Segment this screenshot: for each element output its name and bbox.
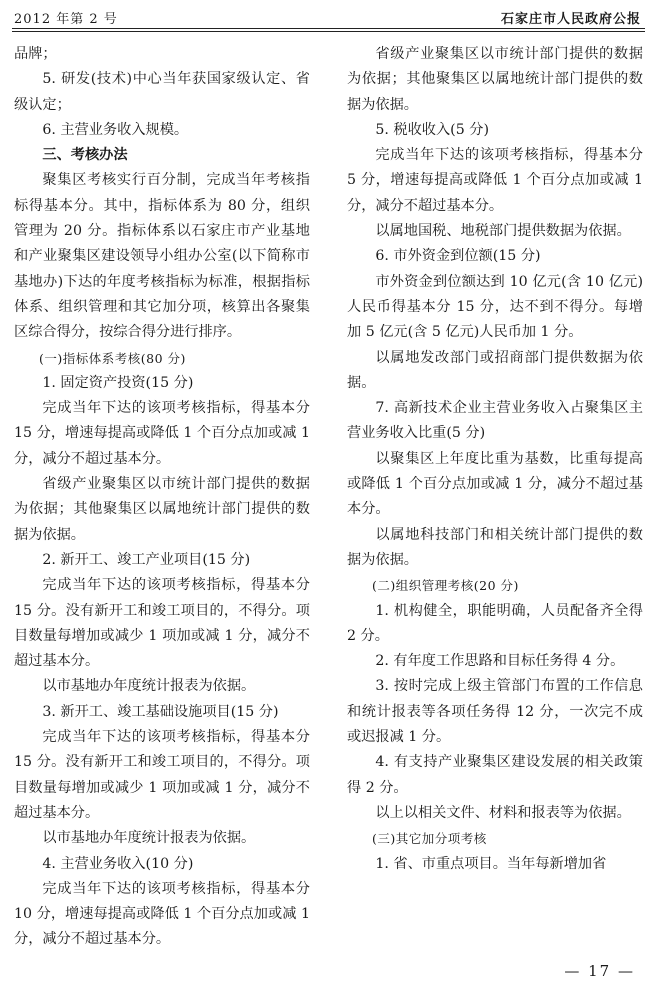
right-column-paragraph: 以聚集区上年度比重为基数，比重每提高或降低 1 个百分点加或减 1 分，减分不超过基本分。 [347,450,643,518]
right-column [347,42,643,877]
right-column-paragraph: 5. 税收收入(5 分) [375,121,489,138]
left-column-paragraph: 6. 主营业务收入规模。 [42,121,189,138]
left-column-paragraph: (一)指标体系考核(80 分) [39,350,186,366]
page-header [0,0,657,34]
left-column-paragraph: 品牌； [14,46,57,62]
header-rule-thick [12,28,645,29]
left-column-paragraph: 5. 研发(技术)中心当年获国家级认定、省级认定； [14,71,310,113]
right-column-paragraph: (二)组织管理考核(20 分) [372,578,519,594]
right-column-paragraph: 市外资金到位额达到 10 亿元(含 10 亿元)人民币得基本分 15 分，达不到不得分。每增加 5 亿元(含 5 亿元)人民币加 1 分。 [347,273,643,341]
right-column-paragraph: 以属地科技部门和相关统计部门提供的数据为依据。 [347,526,643,568]
left-column-paragraph: 完成当年下达的该项考核指标，得基本分 15 分。没有新开工和竣工项目的，不得分。项目数量每增加或减少 1 项加或减 1 分，减分不超过基本分。 [14,729,310,821]
right-column-paragraph: 7. 高新技术企业主营业务收入占聚集区主营业务收入比重(5 分) [347,400,643,442]
right-column-paragraph: 4. 有支持产业聚集区建设发展的相关政策得 2 分。 [347,754,643,796]
left-column-paragraph: 省级产业聚集区以市统计部门提供的数据为依据；其他聚集区以属地统计部门提供的数据为依据。 [14,476,310,543]
right-column-paragraph: 2. 有年度工作思路和目标任务得 4 分。 [375,653,625,670]
publication-title: 石家庄市人民政府公报 [500,12,641,27]
left-column-paragraph: 完成当年下达的该项考核指标，得基本分 10 分，增速每提高或降低 1 个百分点加或减 1 分，减分不超过基本分。 [14,880,310,948]
page-number: — 17 — [564,962,635,980]
left-column-paragraph: 3. 新开工、竣工基础设施项目(15 分) [42,703,279,720]
left-column-paragraph: 2. 新开工、竣工产业项目(15 分) [42,551,251,568]
left-column-paragraph: 1. 固定资产投资(15 分) [42,374,194,391]
left-column-paragraph: 聚集区考核实行百分制，完成当年考核指标得基本分。其中，指标体系为 80 分，组织管理为 20 分。指标体系以石家庄市产业基地和产业聚集区建设领导小组办公室(以下简称市基地办)下达的年度考核指标为标准，根据指标体系、组织管理和其它加分项，核算出各聚集区综合得分，按综合得分进行排序。 [14,172,310,341]
right-column-paragraph: 1. 机构健全，职能明确，人员配备齐全得 2 分。 [347,602,643,644]
left-column-paragraph: 以市基地办年度统计报表为依据。 [42,678,256,695]
left-column-paragraph: 4. 主营业务收入(10 分) [42,855,194,872]
right-column-paragraph: 以上以相关文件、材料和报表等为依据。 [375,804,631,821]
right-column-paragraph: (三)其它加分项考核 [372,831,487,847]
right-column-paragraph: 3. 按时完成上级主管部门布置的工作信息和统计报表等各项任务得 12 分，一次完不成或迟报减 1 分。 [347,678,643,746]
left-column [14,42,310,953]
right-column-paragraph: 以属地国税、地税部门提供数据为依据。 [375,223,631,240]
header-rule-thin [12,31,645,32]
left-column-paragraph: 完成当年下达的该项考核指标，得基本分 15 分，增速每提高或降低 1 个百分点加或减 1 分，减分不超过基本分。 [14,400,310,467]
issue-label: 2012 年第 2 号 [14,12,118,27]
right-column-paragraph: 以属地发改部门或招商部门提供数据为依据。 [347,349,643,391]
left-column-paragraph: 完成当年下达的该项考核指标，得基本分 15 分。没有新开工和竣工项目的，不得分。项目数量每增加或减少 1 项加或减 1 分，减分不超过基本分。 [14,577,310,670]
right-column-paragraph: 6. 市外资金到位额(15 分) [375,248,541,265]
left-column-paragraph: 以市基地办年度统计报表为依据。 [42,830,256,847]
right-column-paragraph: 1. 省、市重点项目。当年每新增加省 [375,855,607,872]
left-column-paragraph: 三、考核办法 [42,147,128,164]
right-column-paragraph: 省级产业聚集区以市统计部门提供的数据为依据；其他聚集区以属地统计部门提供的数据为依据。 [347,46,643,113]
right-column-paragraph: 完成当年下达的该项考核指标，得基本分 5 分，增速每提高或降低 1 个百分点加或减 1 分，减分不超过基本分。 [347,147,643,214]
